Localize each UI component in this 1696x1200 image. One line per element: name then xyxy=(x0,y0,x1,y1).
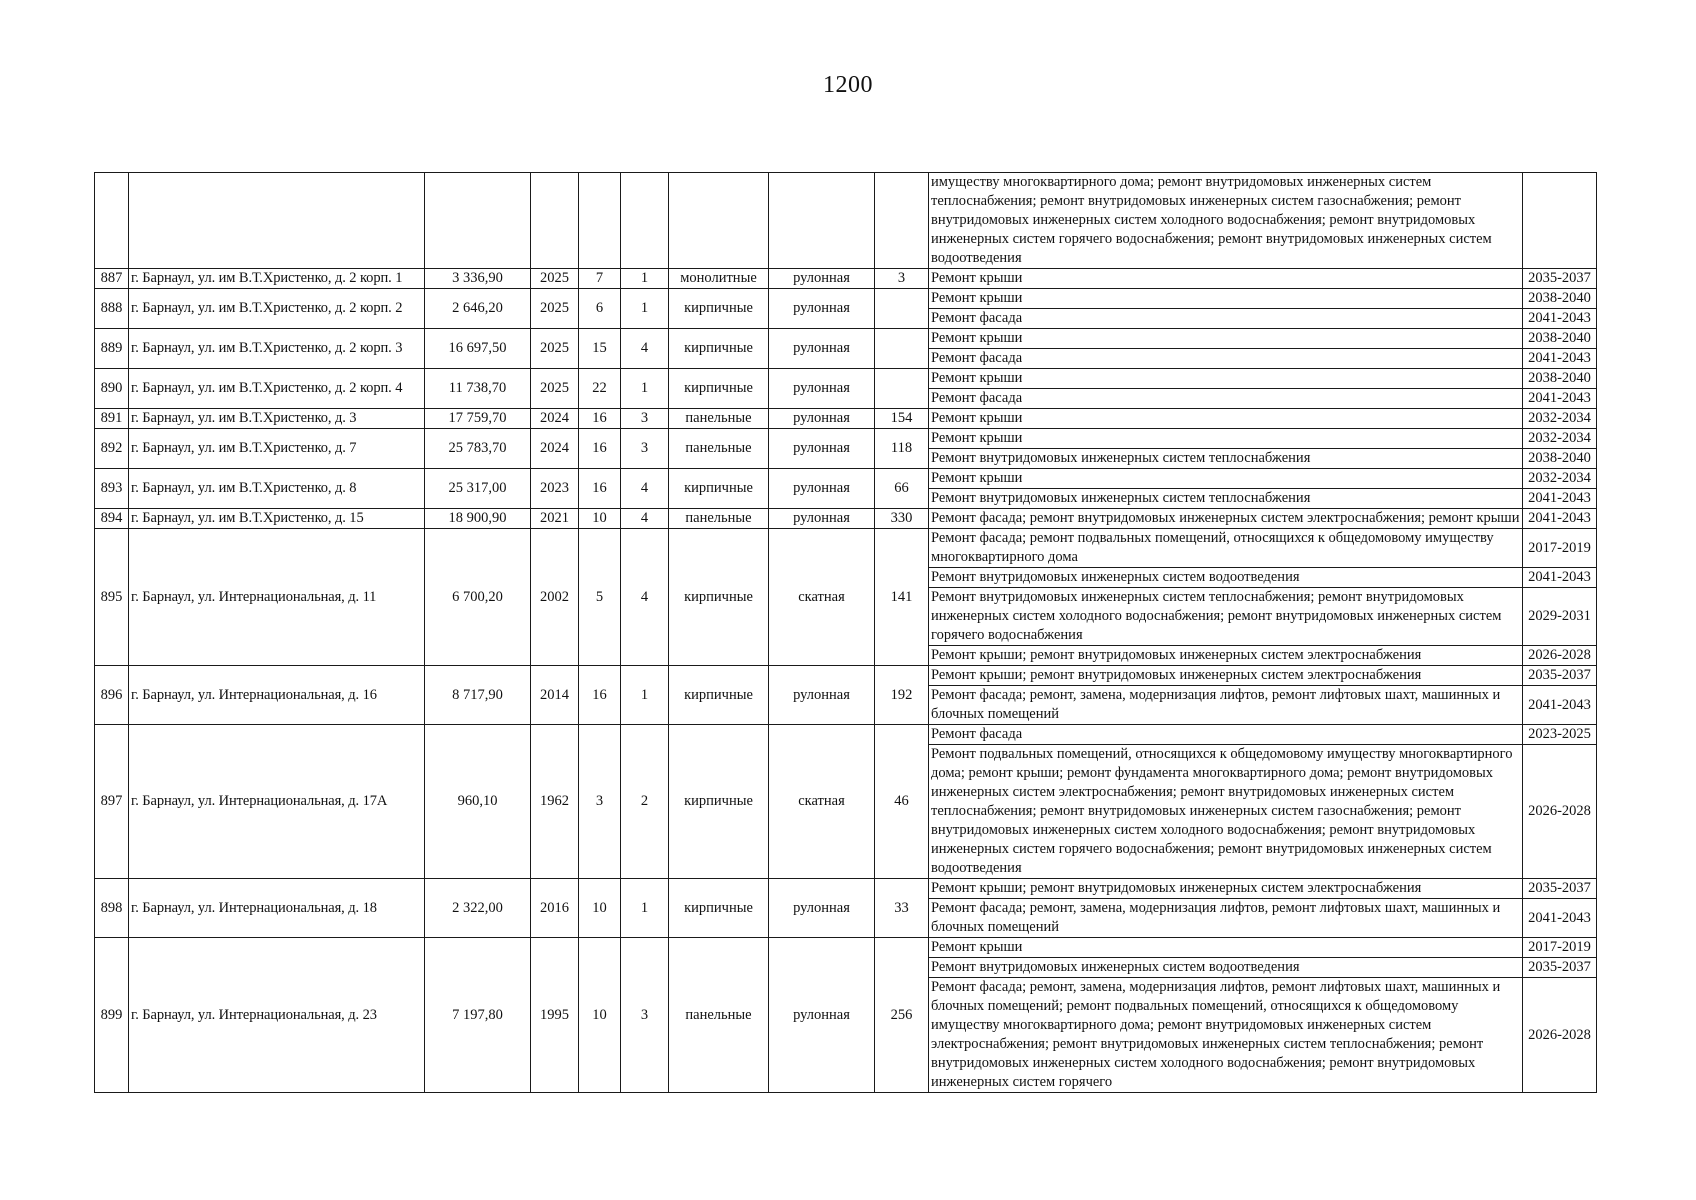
page-number: 1200 xyxy=(823,72,873,98)
entrances-count: 4 xyxy=(621,469,669,509)
table-row xyxy=(95,329,1597,349)
address: г. Барнаул, ул. им В.Т.Христенко, д. 3 xyxy=(129,409,425,429)
address: г. Барнаул, ул. Интернациональная, д. 11 xyxy=(129,529,425,666)
floors-count: 10 xyxy=(579,879,621,938)
address: г. Барнаул, ул. Интернациональная, д. 17А xyxy=(129,725,425,879)
build-year: 2016 xyxy=(531,879,579,938)
row-number: 895 xyxy=(95,529,129,666)
continuation-row xyxy=(95,173,1597,269)
work-description: Ремонт крыши xyxy=(929,409,1523,429)
work-description: Ремонт крыши; ремонт внутридомовых инженерных систем электроснабжения xyxy=(929,666,1523,686)
row-number: 894 xyxy=(95,509,129,529)
work-period: 2023-2025 xyxy=(1523,725,1597,745)
work-period: 2038-2040 xyxy=(1523,329,1597,349)
entrances-count: 1 xyxy=(621,666,669,725)
work-description: Ремонт подвальных помещений, относящихся к общедомовому имуществу многоквартирного дома; ремонт крыши; ремонт фундамента многоквартирного дома; ремонт внутридомовых инженерных систем электроснабжения; ремонт внутридомовых инженерных систем теплоснабжения; ремонт внутридомовых инженерных систем газоснабжения; ремонт внутридомовых инженерных систем холодного водоснабжения; ремонт внутридомовых инженерных систем горячего водоснабжения; ремонт внутридомовых инженерных систем водоотведения xyxy=(929,745,1523,879)
floors-count: 6 xyxy=(579,289,621,329)
entrances-count: 1 xyxy=(621,289,669,329)
address: г. Барнаул, ул. Интернациональная, д. 23 xyxy=(129,938,425,1093)
roof-type: рулонная xyxy=(769,879,875,938)
floors-count: 5 xyxy=(579,529,621,666)
work-period: 2017-2019 xyxy=(1523,938,1597,958)
wall-material: кирпичные xyxy=(669,529,769,666)
work-description: Ремонт крыши xyxy=(929,329,1523,349)
total-area: 7 197,80 xyxy=(425,938,531,1093)
wall-material: кирпичные xyxy=(669,289,769,329)
entrances-count: 3 xyxy=(621,429,669,469)
table-row xyxy=(95,725,1597,745)
row-number: 888 xyxy=(95,289,129,329)
work-description: Ремонт крыши xyxy=(929,289,1523,309)
work-period: 2035-2037 xyxy=(1523,269,1597,289)
build-year: 1962 xyxy=(531,725,579,879)
row-number: 890 xyxy=(95,369,129,409)
wall-material: кирпичные xyxy=(669,879,769,938)
residents-count: 66 xyxy=(875,469,929,509)
wall-material: кирпичные xyxy=(669,666,769,725)
build-year: 2025 xyxy=(531,289,579,329)
build-year: 2023 xyxy=(531,469,579,509)
table-row xyxy=(95,666,1597,686)
row-number: 898 xyxy=(95,879,129,938)
work-description: Ремонт крыши xyxy=(929,429,1523,449)
address: г. Барнаул, ул. им В.Т.Христенко, д. 2 корп. 3 xyxy=(129,329,425,369)
wall-material: кирпичные xyxy=(669,469,769,509)
entrances-count: 4 xyxy=(621,329,669,369)
residents-count: 141 xyxy=(875,529,929,666)
empty-cell xyxy=(1523,173,1597,269)
table-row xyxy=(95,529,1597,568)
wall-material: панельные xyxy=(669,938,769,1093)
entrances-count: 1 xyxy=(621,269,669,289)
address: г. Барнаул, ул. им В.Т.Христенко, д. 2 корп. 1 xyxy=(129,269,425,289)
work-description: Ремонт крыши; ремонт внутридомовых инженерных систем электроснабжения xyxy=(929,646,1523,666)
total-area: 25 783,70 xyxy=(425,429,531,469)
roof-type: рулонная xyxy=(769,369,875,409)
work-period: 2035-2037 xyxy=(1523,879,1597,899)
build-year: 1995 xyxy=(531,938,579,1093)
empty-cell xyxy=(769,173,875,269)
empty-cell xyxy=(129,173,425,269)
entrances-count: 2 xyxy=(621,725,669,879)
build-year: 2002 xyxy=(531,529,579,666)
floors-count: 16 xyxy=(579,409,621,429)
table-row xyxy=(95,469,1597,489)
total-area: 6 700,20 xyxy=(425,529,531,666)
address: г. Барнаул, ул. им В.Т.Христенко, д. 8 xyxy=(129,469,425,509)
work-period: 2026-2028 xyxy=(1523,745,1597,879)
floors-count: 16 xyxy=(579,469,621,509)
work-description: Ремонт внутридомовых инженерных систем водоотведения xyxy=(929,958,1523,978)
address: г. Барнаул, ул. им В.Т.Христенко, д. 2 корп. 4 xyxy=(129,369,425,409)
residents-count: 118 xyxy=(875,429,929,469)
work-period: 2041-2043 xyxy=(1523,899,1597,938)
total-area: 25 317,00 xyxy=(425,469,531,509)
address: г. Барнаул, ул. им В.Т.Христенко, д. 15 xyxy=(129,509,425,529)
build-year: 2025 xyxy=(531,329,579,369)
row-number: 892 xyxy=(95,429,129,469)
work-description: Ремонт фасада; ремонт, замена, модернизация лифтов, ремонт лифтовых шахт, машинных и блочных помещений; ремонт подвальных помещений, относящихся к общедомовому имуществу многоквартирного дома; ремонт внутридомовых инженерных систем электроснабжения; ремонт внутридомовых инженерных систем теплоснабжения; ремонт внутридомовых инженерных систем холодного водоснабжения; ремонт внутридомовых инженерных систем горячего xyxy=(929,978,1523,1093)
work-period: 2032-2034 xyxy=(1523,469,1597,489)
build-year: 2021 xyxy=(531,509,579,529)
work-period: 2017-2019 xyxy=(1523,529,1597,568)
empty-cell xyxy=(875,173,929,269)
work-period: 2041-2043 xyxy=(1523,686,1597,725)
work-period: 2041-2043 xyxy=(1523,349,1597,369)
entrances-count: 4 xyxy=(621,509,669,529)
work-description: Ремонт фасада; ремонт подвальных помещений, относящихся к общедомовому имуществу многоквартирного дома xyxy=(929,529,1523,568)
build-year: 2024 xyxy=(531,409,579,429)
floors-count: 10 xyxy=(579,938,621,1093)
address: г. Барнаул, ул. им В.Т.Христенко, д. 2 корп. 2 xyxy=(129,289,425,329)
residents-count: 192 xyxy=(875,666,929,725)
work-period: 2032-2034 xyxy=(1523,429,1597,449)
roof-type: рулонная xyxy=(769,269,875,289)
total-area: 960,10 xyxy=(425,725,531,879)
work-description: Ремонт внутридомовых инженерных систем водоотведения xyxy=(929,568,1523,588)
floors-count: 15 xyxy=(579,329,621,369)
address: г. Барнаул, ул. Интернациональная, д. 18 xyxy=(129,879,425,938)
total-area: 17 759,70 xyxy=(425,409,531,429)
work-period: 2032-2034 xyxy=(1523,409,1597,429)
wall-material: панельные xyxy=(669,509,769,529)
build-year: 2014 xyxy=(531,666,579,725)
table-row xyxy=(95,289,1597,309)
wall-material: монолитные xyxy=(669,269,769,289)
roof-type: рулонная xyxy=(769,469,875,509)
address: г. Барнаул, ул. им В.Т.Христенко, д. 7 xyxy=(129,429,425,469)
empty-cell xyxy=(95,173,129,269)
capital-repair-table xyxy=(94,172,1597,1093)
floors-count: 3 xyxy=(579,725,621,879)
floors-count: 7 xyxy=(579,269,621,289)
empty-cell xyxy=(425,173,531,269)
table-row xyxy=(95,938,1597,958)
work-period: 2029-2031 xyxy=(1523,588,1597,646)
empty-cell xyxy=(669,173,769,269)
work-period: 2026-2028 xyxy=(1523,646,1597,666)
row-number: 889 xyxy=(95,329,129,369)
roof-type: рулонная xyxy=(769,509,875,529)
work-period: 2041-2043 xyxy=(1523,509,1597,529)
work-period: 2038-2040 xyxy=(1523,289,1597,309)
work-description: Ремонт крыши; ремонт внутридомовых инженерных систем электроснабжения xyxy=(929,879,1523,899)
residents-count: 33 xyxy=(875,879,929,938)
residents-count: 330 xyxy=(875,509,929,529)
roof-type: скатная xyxy=(769,529,875,666)
work-period: 2038-2040 xyxy=(1523,369,1597,389)
residents-count xyxy=(875,329,929,369)
total-area: 8 717,90 xyxy=(425,666,531,725)
row-number: 893 xyxy=(95,469,129,509)
work-description: Ремонт внутридомовых инженерных систем теплоснабжения xyxy=(929,449,1523,469)
table-body xyxy=(95,173,1597,1093)
entrances-count: 1 xyxy=(621,879,669,938)
work-description: Ремонт внутридомовых инженерных систем теплоснабжения; ремонт внутридомовых инженерных систем холодного водоснабжения; ремонт внутридомовых инженерных систем горячего водоснабжения xyxy=(929,588,1523,646)
work-period: 2035-2037 xyxy=(1523,666,1597,686)
roof-type: рулонная xyxy=(769,289,875,329)
floors-count: 16 xyxy=(579,666,621,725)
residents-count: 3 xyxy=(875,269,929,289)
work-description: Ремонт фасада xyxy=(929,309,1523,329)
floors-count: 22 xyxy=(579,369,621,409)
build-year: 2024 xyxy=(531,429,579,469)
roof-type: рулонная xyxy=(769,409,875,429)
work-period: 2041-2043 xyxy=(1523,309,1597,329)
wall-material: кирпичные xyxy=(669,369,769,409)
wall-material: кирпичные xyxy=(669,725,769,879)
total-area: 3 336,90 xyxy=(425,269,531,289)
empty-cell xyxy=(621,173,669,269)
wall-material: панельные xyxy=(669,409,769,429)
work-description: Ремонт фасада xyxy=(929,349,1523,369)
total-area: 2 322,00 xyxy=(425,879,531,938)
work-description: Ремонт фасада xyxy=(929,725,1523,745)
row-number: 897 xyxy=(95,725,129,879)
wall-material: панельные xyxy=(669,429,769,469)
work-description: имуществу многоквартирного дома; ремонт внутридомовых инженерных систем теплоснабжения; ремонт внутридомовых инженерных систем газоснабжения; ремонт внутридомовых инженерных систем холодного водоснабжения; ремонт внутридомовых инженерных систем горячего водоснабжения; ремонт внутридомовых инженерных систем водоотведения xyxy=(929,173,1523,269)
wall-material: кирпичные xyxy=(669,329,769,369)
row-number: 887 xyxy=(95,269,129,289)
table-row xyxy=(95,409,1597,429)
table-row xyxy=(95,369,1597,389)
table-row xyxy=(95,429,1597,449)
floors-count: 16 xyxy=(579,429,621,469)
roof-type: рулонная xyxy=(769,429,875,469)
roof-type: рулонная xyxy=(769,666,875,725)
floors-count: 10 xyxy=(579,509,621,529)
residents-count: 46 xyxy=(875,725,929,879)
entrances-count: 3 xyxy=(621,938,669,1093)
table-row xyxy=(95,269,1597,289)
residents-count xyxy=(875,289,929,329)
work-description: Ремонт фасада; ремонт, замена, модернизация лифтов, ремонт лифтовых шахт, машинных и блочных помещений xyxy=(929,899,1523,938)
total-area: 16 697,50 xyxy=(425,329,531,369)
work-description: Ремонт фасада; ремонт внутридомовых инженерных систем электроснабжения; ремонт крыши xyxy=(929,509,1523,529)
work-period: 2041-2043 xyxy=(1523,568,1597,588)
row-number: 891 xyxy=(95,409,129,429)
total-area: 2 646,20 xyxy=(425,289,531,329)
roof-type: рулонная xyxy=(769,329,875,369)
table-row xyxy=(95,509,1597,529)
work-description: Ремонт внутридомовых инженерных систем теплоснабжения xyxy=(929,489,1523,509)
work-description: Ремонт крыши xyxy=(929,938,1523,958)
empty-cell xyxy=(579,173,621,269)
entrances-count: 3 xyxy=(621,409,669,429)
total-area: 18 900,90 xyxy=(425,509,531,529)
work-description: Ремонт фасада xyxy=(929,389,1523,409)
work-period: 2038-2040 xyxy=(1523,449,1597,469)
work-description: Ремонт крыши xyxy=(929,269,1523,289)
row-number: 899 xyxy=(95,938,129,1093)
work-period: 2026-2028 xyxy=(1523,978,1597,1093)
work-description: Ремонт фасада; ремонт, замена, модернизация лифтов, ремонт лифтовых шахт, машинных и блочных помещений xyxy=(929,686,1523,725)
residents-count: 154 xyxy=(875,409,929,429)
work-description: Ремонт крыши xyxy=(929,469,1523,489)
work-period: 2041-2043 xyxy=(1523,489,1597,509)
entrances-count: 4 xyxy=(621,529,669,666)
build-year: 2025 xyxy=(531,369,579,409)
residents-count xyxy=(875,369,929,409)
empty-cell xyxy=(531,173,579,269)
work-period: 2041-2043 xyxy=(1523,389,1597,409)
roof-type: рулонная xyxy=(769,938,875,1093)
address: г. Барнаул, ул. Интернациональная, д. 16 xyxy=(129,666,425,725)
table-row xyxy=(95,879,1597,899)
residents-count: 256 xyxy=(875,938,929,1093)
roof-type: скатная xyxy=(769,725,875,879)
build-year: 2025 xyxy=(531,269,579,289)
row-number: 896 xyxy=(95,666,129,725)
work-period: 2035-2037 xyxy=(1523,958,1597,978)
total-area: 11 738,70 xyxy=(425,369,531,409)
entrances-count: 1 xyxy=(621,369,669,409)
work-description: Ремонт крыши xyxy=(929,369,1523,389)
